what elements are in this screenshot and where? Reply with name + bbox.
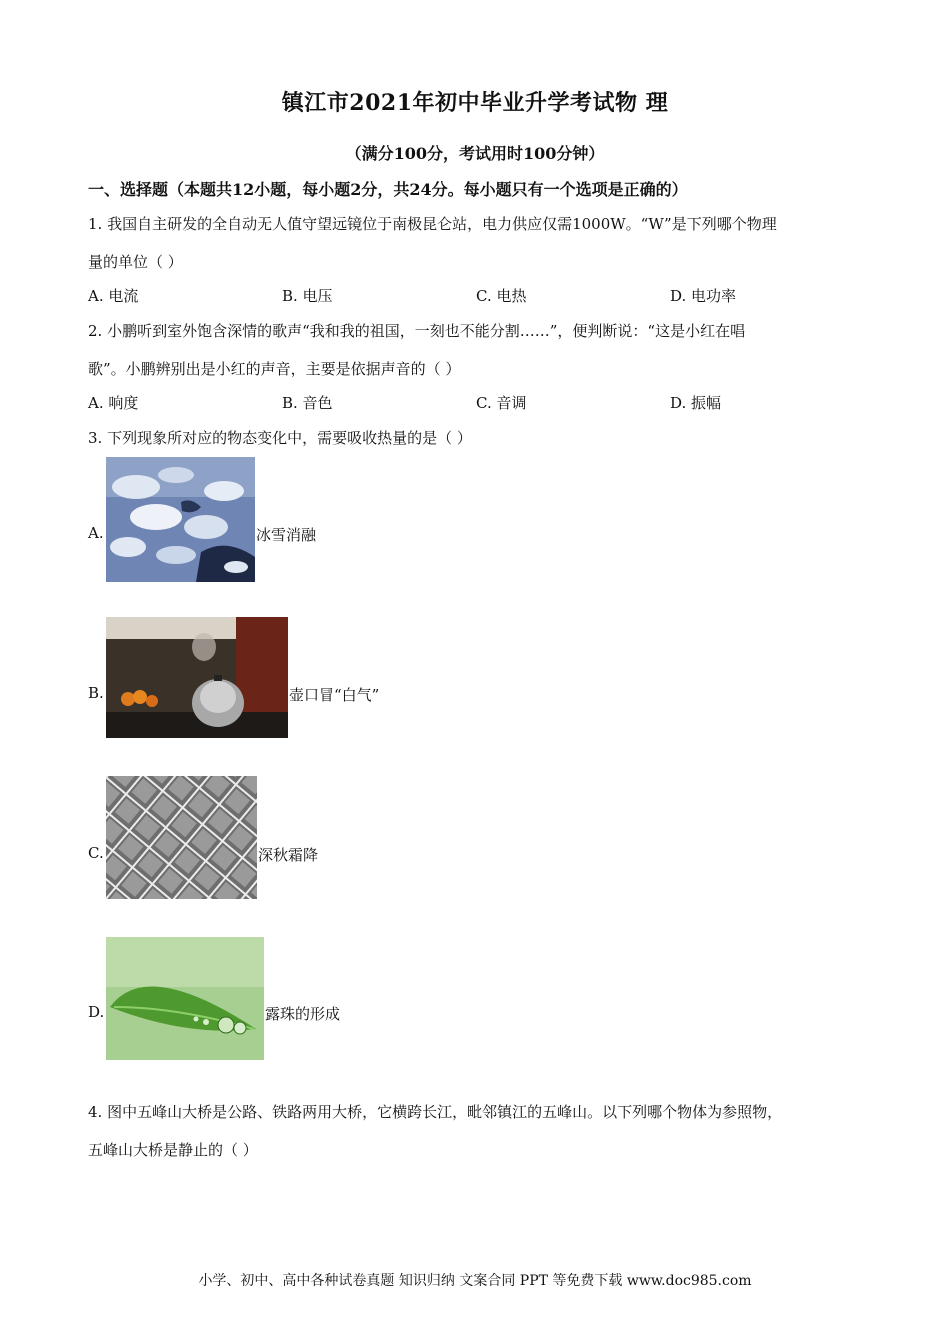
q3-option-b-letter: B.	[88, 684, 104, 702]
q1-option-a: A. 电流	[88, 287, 139, 305]
question-2-line-2: 歌”。小鹏辨别出是小红的声音，主要是依据声音的（ ）	[88, 360, 461, 378]
q2-option-b: B. 音色	[282, 394, 333, 412]
q3-option-c-caption: 深秋霜降	[258, 846, 319, 864]
question-4-line-1: 4. 图中五峰山大桥是公路、铁路两用大桥，它横跨长江，毗邻镇江的五峰山。以下列哪个物体为参照物，	[88, 1103, 783, 1121]
kettle-steam-image	[106, 617, 288, 738]
q3-option-b-caption: 壶口冒“白气”	[289, 686, 380, 704]
q2-option-a: A. 响度	[88, 394, 139, 412]
dew-leaf-image	[106, 937, 264, 1060]
ice-melting-image	[106, 457, 255, 582]
page-footer: 小学、初中、高中各种试卷真题 知识归纳 文案合同 PPT 等免费下载 www.doc985.com	[198, 1273, 752, 1289]
question-1-line-1: 1. 我国自主研发的全自动无人值守望远镜位于南极昆仑站，电力供应仅需1000W。“W”是下列哪个物理	[88, 215, 777, 233]
q3-option-c-letter: C.	[88, 844, 104, 862]
exam-subtitle: （满分100分，考试用时100分钟）	[345, 144, 605, 163]
exam-title: 镇江市2021年初中毕业升学考试物 理	[281, 90, 669, 116]
question-3-line-1: 3. 下列现象所对应的物态变化中，需要吸收热量的是（ ）	[88, 429, 472, 447]
question-2-line-1: 2. 小鹏听到室外饱含深情的歌声“我和我的祖国，一刻也不能分割……”，便判断说：“这是小红在唱	[88, 322, 746, 340]
q2-option-c: C. 音调	[476, 394, 527, 412]
question-1-line-2: 量的单位（ ）	[88, 253, 183, 271]
q2-option-d: D. 振幅	[670, 394, 722, 412]
frost-image	[106, 776, 257, 899]
question-4-line-2: 五峰山大桥是静止的（ ）	[88, 1141, 258, 1159]
q3-option-a-caption: 冰雪消融	[256, 526, 317, 544]
q1-option-c: C. 电热	[476, 287, 527, 305]
q3-option-d-caption: 露珠的形成	[265, 1005, 341, 1023]
q3-option-a-letter: A.	[88, 524, 104, 542]
q1-option-b: B. 电压	[282, 287, 333, 305]
section-heading: 一、选择题（本题共12小题，每小题2分，共24分。每小题只有一个选项是正确的）	[88, 180, 688, 199]
q1-option-d: D. 电功率	[670, 287, 737, 305]
q3-option-d-letter: D.	[88, 1003, 105, 1021]
